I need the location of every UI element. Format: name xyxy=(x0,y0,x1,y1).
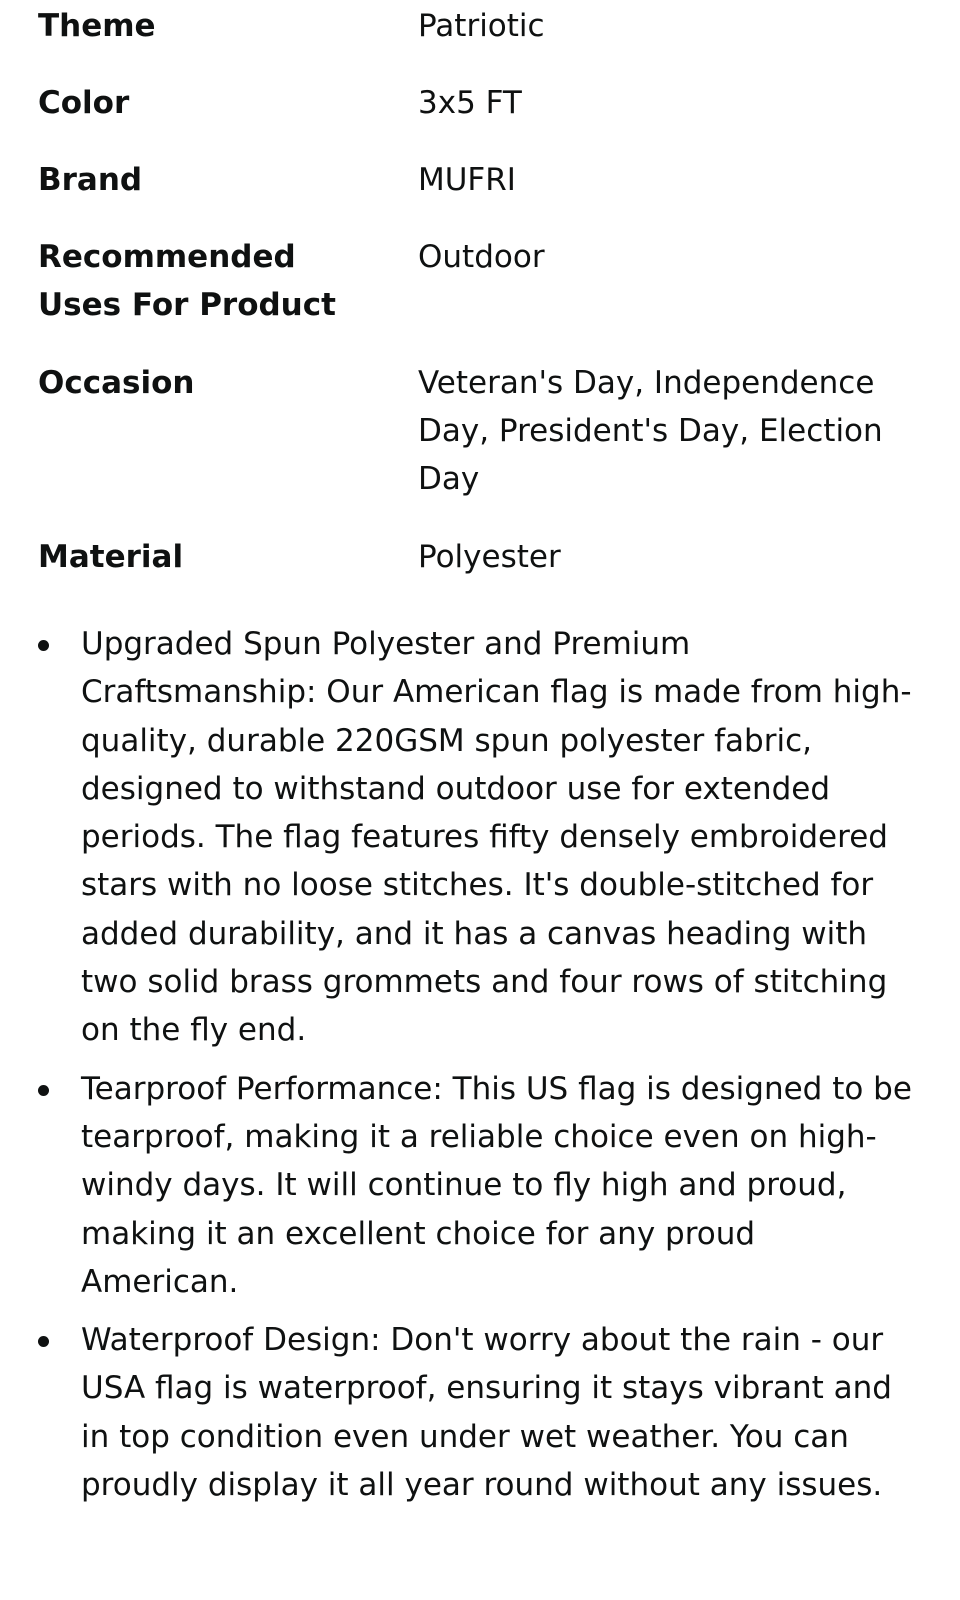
list-item xyxy=(38,620,918,1055)
about-this-item-list xyxy=(38,620,918,1519)
spec-value: 3x5 FT xyxy=(418,85,522,121)
spec-label: Theme xyxy=(38,8,156,44)
spec-value: Patriotic xyxy=(418,8,545,44)
spec-label: Color xyxy=(38,85,130,121)
list-item xyxy=(38,1065,918,1306)
list-item xyxy=(38,1316,918,1509)
bullet-icon xyxy=(38,640,49,651)
bullet-text: Tearproof Performance: This US flag is designed to be tearproof, making it a reliable choice even on high-windy days. It will continue to fly high and proud, making it an excellent choice for any proud American. xyxy=(81,1070,912,1300)
bullet-icon xyxy=(38,1085,49,1096)
spec-label: Recommended Uses For Product xyxy=(38,239,336,323)
bullet-text: Waterproof Design: Don't worry about the rain - our USA flag is waterproof, ensuring it stays vibrant and in top condition even under wet weather. You can proudly display it all year round without any issues. xyxy=(81,1322,892,1504)
spec-label: Brand xyxy=(38,162,143,198)
bullet-text: Upgraded Spun Polyester and Premium Craftsmanship: Our American flag is made from high-quality, durable 220GSM spun polyester fabric, designed to withstand outdoor use for extended periods. The flag features fifty densely embroidered stars with no loose stitches. It's double-stitched for added durability, and it has a canvas heading with two solid brass grommets and four rows of stitching on the fly end. xyxy=(81,626,912,1049)
bullet-icon xyxy=(38,1336,49,1347)
spec-value: Outdoor xyxy=(418,239,545,275)
spec-value: MUFRI xyxy=(418,162,516,198)
spec-label: Material xyxy=(38,539,184,575)
spec-label: Occasion xyxy=(38,365,195,401)
spec-value: Veteran's Day, Independence Day, President's Day, Election Day xyxy=(418,365,883,497)
spec-value: Polyester xyxy=(418,539,561,575)
